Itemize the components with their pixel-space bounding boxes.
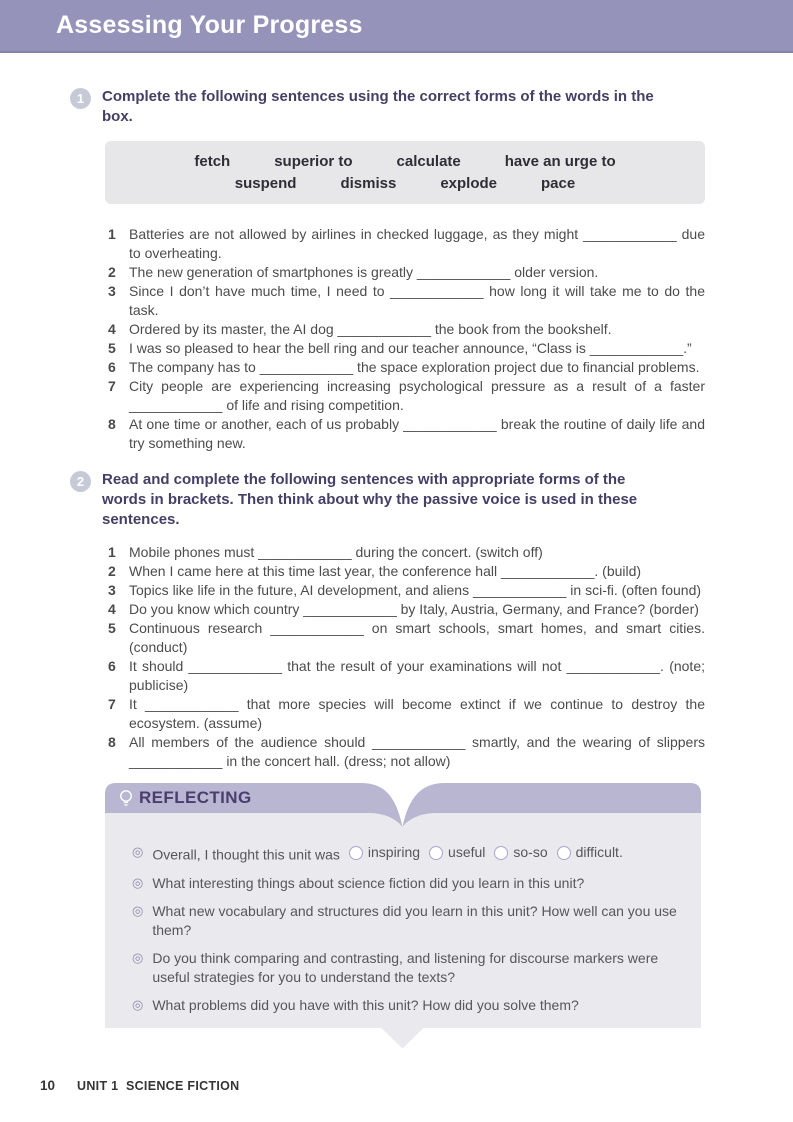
- exercise-1-number-badge: 1: [70, 88, 91, 109]
- bullet-icon: ◎: [132, 845, 144, 860]
- sentence-item: [108, 415, 705, 453]
- sentence-number: 8: [108, 734, 116, 750]
- sentence-number: 3: [108, 582, 116, 598]
- word-box-word: explode: [440, 175, 498, 192]
- sentence-item: [108, 358, 705, 377]
- reflecting-header: [117, 788, 252, 808]
- rating-option-label: useful: [448, 844, 486, 860]
- page-footer: [40, 1078, 793, 1093]
- sentence-item: [108, 320, 705, 339]
- sentence-text: I was so pleased to hear the bell ring and our teacher announce, “Class is ____________.”: [129, 340, 692, 356]
- sentence-number: 2: [108, 563, 116, 579]
- sentence-number: 5: [108, 340, 116, 356]
- reflecting-panel: [105, 783, 701, 1049]
- sentence-text: Batteries are not allowed by airlines in checked luggage, as they might ____________ due to overheating.: [129, 226, 705, 261]
- sentence-item: [108, 543, 705, 562]
- reflecting-title: REFLECTING: [139, 788, 252, 807]
- sentence-text: Mobile phones must ____________ during the concert. (switch off): [129, 544, 543, 560]
- radio-circle-icon: [349, 846, 363, 860]
- sentence-item: [108, 339, 705, 358]
- sentence-text: The new generation of smartphones is greatly ____________ older version.: [129, 264, 599, 280]
- exercise-2-sentences: [108, 543, 705, 771]
- sentence-text: Since I don’t have much time, I need to ____________ how long it will take me to do the task.: [129, 283, 705, 318]
- exercise-1-heading: [70, 87, 690, 127]
- reflecting-bullet-text: What interesting things about science fiction did you learn in this unit?: [152, 874, 585, 891]
- sentence-number: 6: [108, 658, 116, 674]
- exercise-2-heading: [70, 470, 690, 530]
- reflecting-bullet-text: What new vocabulary and structures did you learn in this unit? How well can you use them?: [152, 902, 677, 938]
- radio-circle-icon: [429, 846, 443, 860]
- sentence-item: [108, 225, 705, 263]
- sentence-text: All members of the audience should ____________ smartly, and the wearing of slippers ____________ in the concert hall. (dress; not allow): [129, 734, 705, 769]
- reflecting-overall-text: [152, 843, 677, 865]
- sentence-text: The company has to ____________ the space exploration project due to financial problems.: [129, 359, 700, 375]
- reflecting-bullet-text: What problems did you have with this unit? How did you solve them?: [152, 996, 579, 1013]
- radio-circle-icon: [557, 846, 571, 860]
- rating-option-label: inspiring: [367, 844, 421, 860]
- reflecting-bullet-item: [132, 902, 677, 940]
- sentence-number: 2: [108, 264, 116, 280]
- word-box: [105, 141, 705, 204]
- rating-option: [557, 843, 623, 862]
- sentence-item: [108, 619, 705, 657]
- word-box-row-2: [105, 173, 705, 195]
- word-box-word: calculate: [396, 153, 461, 170]
- unit-label: UNIT 1 SCIENCE FICTION: [77, 1079, 240, 1093]
- bullet-icon: ◎: [132, 997, 144, 1013]
- sentence-text: It should ____________ that the result of your examinations will not ____________. (note; publicise): [129, 658, 705, 693]
- sentence-number: 1: [108, 544, 116, 560]
- exercise-2-number-badge: 2: [70, 471, 91, 492]
- sentence-item: [108, 581, 705, 600]
- word-box-word: pace: [541, 175, 576, 192]
- rating-option-label: so-so: [513, 844, 548, 860]
- sentence-item: [108, 657, 705, 695]
- exercise-1-sentences: [108, 225, 705, 453]
- sentence-text: It ____________ that more species will become extinct if we continue to destroy the ecosystem. (assume): [129, 696, 705, 731]
- bullet-icon: ◎: [132, 875, 144, 891]
- sentence-number: 4: [108, 601, 116, 617]
- word-box-word: superior to: [274, 153, 353, 170]
- reflecting-bullet-item: [132, 874, 677, 893]
- page-header: [0, 0, 793, 53]
- rating-option: [494, 843, 547, 862]
- rating-options: [340, 844, 623, 863]
- sentence-number: 1: [108, 226, 116, 242]
- sentence-number: 7: [108, 696, 116, 712]
- reflecting-bullet-text: Do you think comparing and contrasting, and listening for discourse markers were useful strategies for you to understand the texts?: [152, 949, 659, 985]
- sentence-number: 3: [108, 283, 116, 299]
- exercise-2: [0, 470, 793, 771]
- lightbulb-icon: [117, 788, 135, 808]
- word-box-word: dismiss: [340, 175, 397, 192]
- sentence-item: [108, 263, 705, 282]
- sentence-text: City people are experiencing increasing psychological pressure as a result of a faster ____________ of life and rising competition.: [129, 378, 705, 413]
- word-box-row-1: [105, 151, 705, 173]
- rating-option: [349, 843, 420, 862]
- bullet-icon: ◎: [132, 903, 144, 919]
- page-title: Assessing Your Progress: [56, 11, 363, 39]
- word-box-word: suspend: [234, 175, 297, 192]
- rating-option-label: difficult.: [575, 844, 623, 860]
- word-box-word: fetch: [194, 153, 231, 170]
- sentence-text: At one time or another, each of us probably ____________ break the routine of daily life and try something new.: [129, 416, 705, 451]
- sentence-number: 8: [108, 416, 116, 432]
- reflecting-overall-item: [132, 843, 677, 865]
- sentence-text: Topics like life in the future, AI development, and aliens ____________ in sci-fi. (often found): [129, 582, 702, 598]
- overall-prefix: Overall, I thought this unit was: [152, 846, 340, 863]
- exercise-1-instruction: Complete the following sentences using the correct forms of the words in the box.: [102, 88, 654, 125]
- rating-option: [429, 843, 485, 862]
- bullet-icon: ◎: [132, 950, 144, 966]
- sentence-text: When I came here at this time last year, the conference hall ____________. (build): [129, 563, 642, 579]
- exercise-2-instruction: Read and complete the following sentences with appropriate forms of the words in brackets. Then think about why the passive voice is used in these sentences.: [102, 471, 638, 528]
- sentence-number: 5: [108, 620, 116, 636]
- radio-circle-icon: [494, 846, 508, 860]
- sentence-number: 4: [108, 321, 116, 337]
- page-number: 10: [40, 1078, 56, 1093]
- sentence-item: [108, 600, 705, 619]
- sentence-item: [108, 733, 705, 771]
- sentence-item: [108, 377, 705, 415]
- sentence-item: [108, 282, 705, 320]
- reflecting-questions: [132, 843, 677, 1024]
- sentence-item: [108, 562, 705, 581]
- sentence-text: Do you know which country ____________ by Italy, Austria, Germany, and France? (border): [129, 601, 699, 617]
- exercise-1: [0, 87, 793, 453]
- sentence-number: 6: [108, 359, 116, 375]
- sentence-text: Continuous research ____________ on smart schools, smart homes, and smart cities. (conduct): [129, 620, 705, 655]
- word-box-word: have an urge to: [504, 153, 616, 170]
- sentence-number: 7: [108, 378, 116, 394]
- reflecting-bullet-item: [132, 996, 677, 1015]
- reflecting-bullet-item: [132, 949, 677, 987]
- sentence-item: [108, 695, 705, 733]
- sentence-text: Ordered by its master, the AI dog ____________ the book from the bookshelf.: [129, 321, 612, 337]
